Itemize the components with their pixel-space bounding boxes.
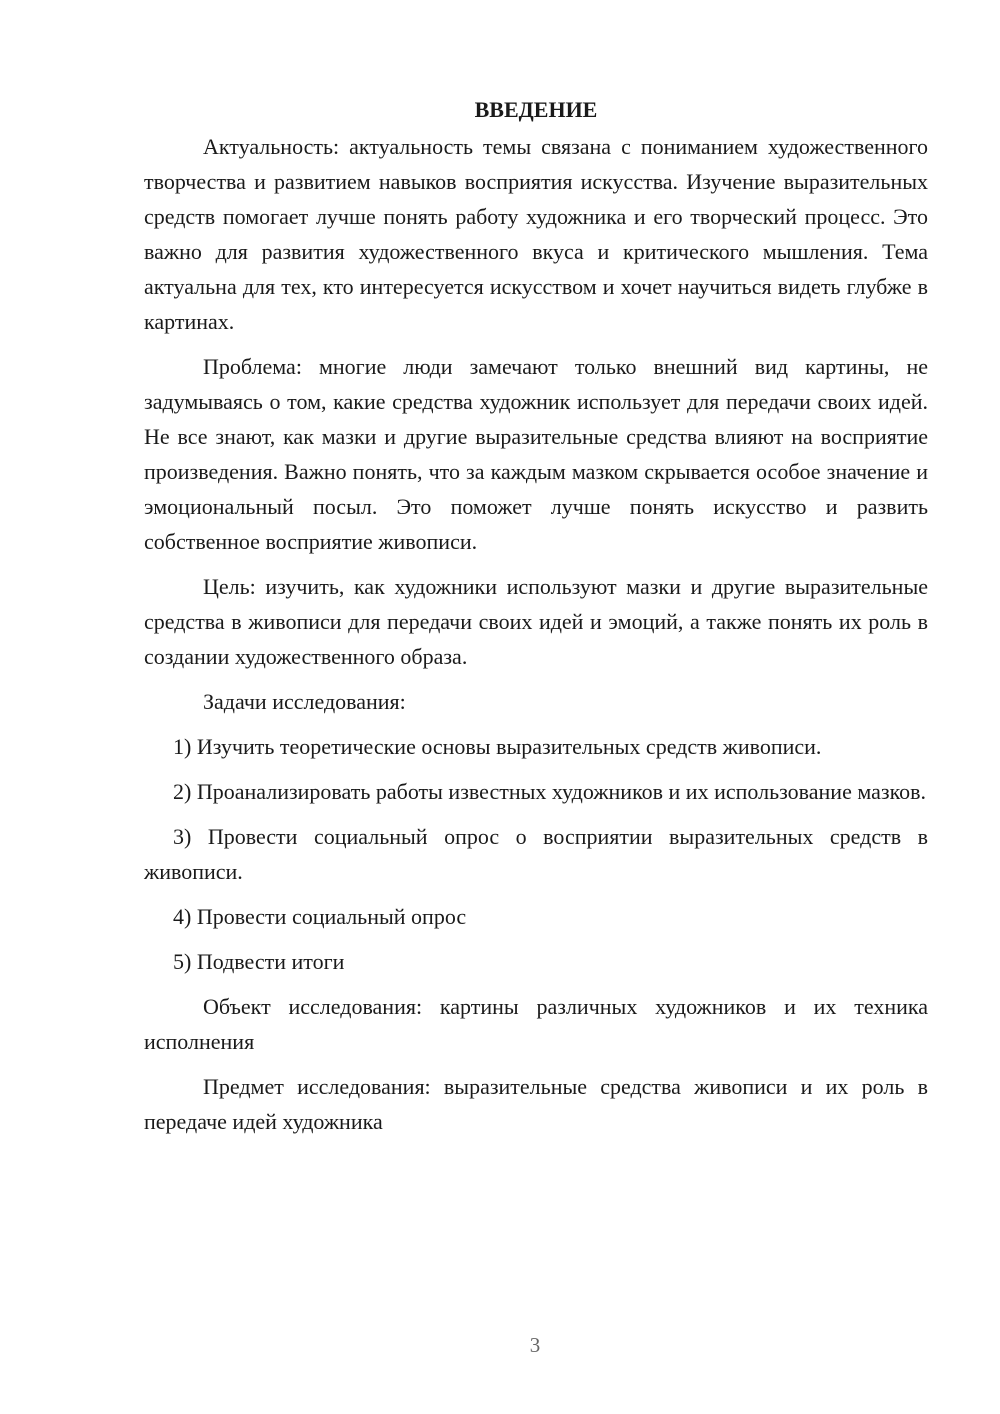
- paragraph-object: Объект исследования: картины различных художников и их техника исполнения: [144, 994, 928, 1054]
- paragraph-problem: Проблема: многие люди замечают только внешний вид картины, не задумываясь о том, какие средства художник использует для передачи своих идей. Не все знают, как мазки и другие выразительные средства влияют на восприятие произведения. Важно понять, что за каждым мазком скрывается особое значение и эмоциональный посыл. Это поможет лучше понять искусство и развить собственное восприятие живописи.: [144, 354, 928, 554]
- task-item-4: 4) Провести социальный опрос: [173, 904, 467, 929]
- paragraph-relevance: Актуальность: актуальность темы связана с пониманием художественного творчества и развитием навыков восприятия искусства. Изучение выразительных средств помогает лучше понять работу художника и его творческий процесс. Это важно для развития художественного вкуса и критического мышления. Тема актуальна для тех, кто интересуется искусством и хочет научиться видеть глубже в картинах.: [144, 134, 928, 334]
- page-content: [144, 92, 928, 1149]
- paragraph-subject: Предмет исследования: выразительные средства живописи и их роль в передаче идей художника: [144, 1074, 928, 1134]
- paragraph-goal: Цель: изучить, как художники используют мазки и другие выразительные средства в живописи для передачи своих идей и эмоций, а также понять их роль в создании художественного образа.: [144, 574, 928, 669]
- page-number: 3: [529, 1333, 541, 1357]
- task-item-2: 2) Проанализировать работы известных художников и их использование мазков.: [173, 779, 927, 804]
- tasks-heading: Задачи исследования:: [203, 689, 406, 714]
- task-item-3: 3) Провести социальный опрос о восприятии выразительных средств в живописи.: [144, 824, 928, 884]
- section-title: ВВЕДЕНИЕ: [474, 97, 598, 122]
- task-item-1: 1) Изучить теоретические основы выразительных средств живописи.: [173, 734, 822, 759]
- task-item-5: 5) Подвести итоги: [173, 949, 345, 974]
